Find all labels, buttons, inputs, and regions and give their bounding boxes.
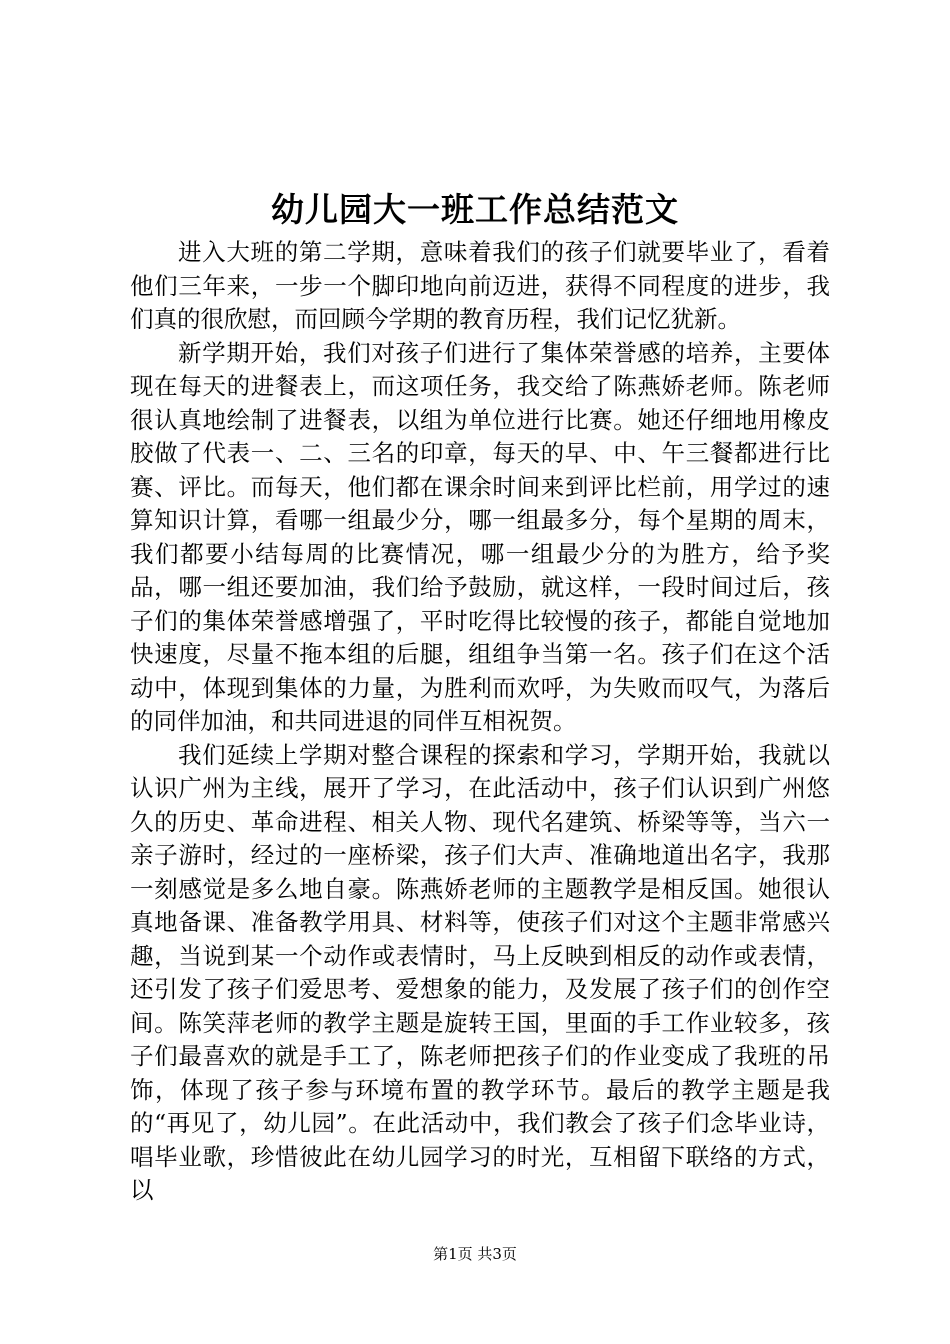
paragraph-3: 我们延续上学期对整合课程的探索和学习，学期开始，我就以认识广州为主线，展开了学习，在此活动中，孩子们认识到广州悠久的历史、革命进程、相关人物、现代名建筑、桥梁等等，当六一亲子游时，经过的一座桥梁，孩子们大声、准确地道出名字，我那一刻感觉是多么地自豪。陈燕娇老师的主题教学是相反国。她很认真地备课、准备教学用具、材料等，使孩子们对这个主题非常感兴趣，当说到某一个动作或表情时，马上反映到相反的动作或表情，还引发了孩子们爱思考、爱想象的能力，及发展了孩子们的创作空间。陈笑萍老师的教学主题是旋转王国，里面的手工作业较多，孩子们最喜欢的就是手工了，陈老师把孩子们的作业变成了我班的吊饰，体现了孩子参与环境布置的教学环节。最后的教学主题是我的“再见了，幼儿园”。在此活动中，我们教会了孩子们念毕业诗，唱毕业歌，珍惜彼此在幼儿园学习的时光，互相留下联络的方式，以: [130, 740, 830, 1204]
document-title: 幼儿园大一班工作总结范文: [271, 190, 679, 229]
paragraph-2: 新学期开始，我们对孩子们进行了集体荣誉感的培养，主要体现在每天的进餐表上，而这项任务，我交给了陈燕娇老师。陈老师很认真地绘制了进餐表，以组为单位进行比赛。她还仔细地用橡皮胶做了代表一、二、三名的印章，每天的早、中、午三餐都进行比赛、评比。而每天，他们都在课余时间来到评比栏前，用学过的速算知识计算，看哪一组最少分，哪一组最多分，每个星期的周末，我们都要小结每周的比赛情况，哪一组最少分的为胜方，给予奖品，哪一组还要加油，我们给予鼓励，就这样，一段时间过后，孩子们的集体荣誉感增强了，平时吃得比较慢的孩子，都能自觉地加快速度，尽量不拖本组的后腿，组组争当第一名。孩子们在这个活动中，体现到集体的力量，为胜利而欢呼，为失败而叹气，为落后的同伴加油，和共同进退的同伴互相祝贺。: [130, 338, 830, 735]
page-footer: 第1页 共3页: [433, 1245, 517, 1263]
paragraph-1: 进入大班的第二学期，意味着我们的孩子们就要毕业了，看着他们三年来，一步一个脚印地向前迈进，获得不同程度的进步，我们真的很欣慰，而回顾今学期的教育历程，我们记忆犹新。: [130, 238, 830, 333]
document-body: [130, 236, 830, 1208]
